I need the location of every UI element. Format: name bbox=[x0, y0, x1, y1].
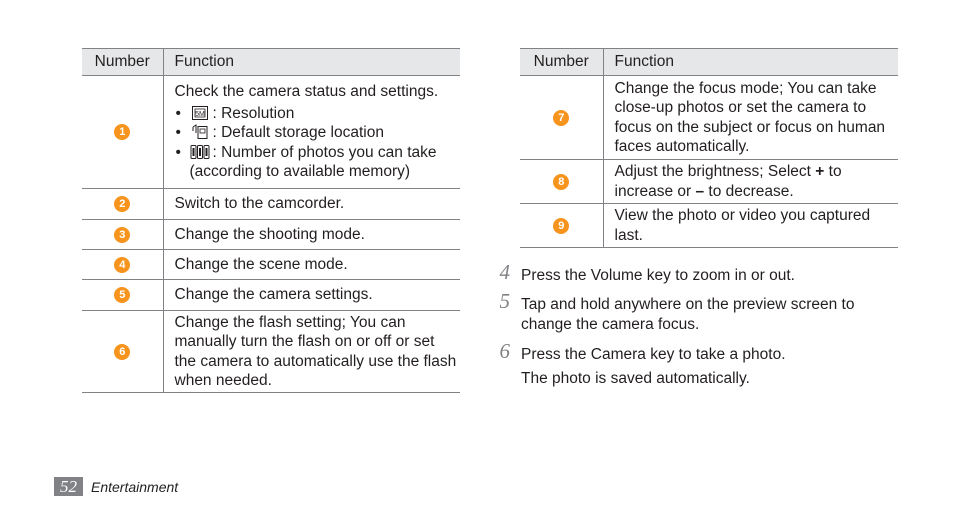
step-item bbox=[492, 339, 892, 389]
table-row bbox=[82, 250, 460, 280]
step-item bbox=[492, 289, 892, 335]
number-badge: 2 bbox=[114, 196, 130, 212]
number-badge: 6 bbox=[114, 344, 130, 360]
row-text: Switch to the camcorder. bbox=[163, 189, 460, 220]
step-item bbox=[492, 260, 892, 286]
number-badge: 1 bbox=[114, 124, 130, 140]
row-text: Change the flash setting; You can manually turn the flash on or off or set the camera to automatically use the flash when needed. bbox=[163, 311, 460, 393]
page-footer bbox=[54, 477, 178, 496]
table-header-row bbox=[520, 49, 898, 76]
row-text: Adjust the brightness; Select + to increase or – to decrease. bbox=[603, 160, 898, 204]
table-row bbox=[520, 160, 898, 204]
svg-text:5M: 5M bbox=[194, 110, 205, 118]
instruction-steps bbox=[492, 260, 892, 389]
table-row bbox=[82, 311, 460, 393]
row-text: Check the camera status and settings. bbox=[174, 83, 439, 101]
right-function-table bbox=[520, 48, 898, 248]
table-row bbox=[520, 204, 898, 248]
table-row bbox=[520, 76, 898, 160]
number-badge: 9 bbox=[553, 218, 569, 234]
step-number: 5 bbox=[499, 289, 510, 313]
step-number: 6 bbox=[499, 339, 510, 363]
table-row bbox=[82, 189, 460, 220]
step-text: Press the Volume key to zoom in or out. bbox=[521, 267, 795, 284]
resolution-icon bbox=[190, 105, 210, 121]
number-badge: 8 bbox=[553, 174, 569, 190]
section-title: Entertainment bbox=[91, 478, 179, 495]
plus-symbol: + bbox=[815, 163, 825, 180]
storage-icon bbox=[190, 124, 210, 140]
row-text: Change the shooting mode. bbox=[163, 220, 460, 250]
table-row bbox=[82, 220, 460, 250]
number-badge: 4 bbox=[114, 257, 130, 273]
table-header-row bbox=[82, 49, 460, 76]
list-item: • : Number of photos you can take (according to available memory) bbox=[175, 143, 437, 181]
table-row bbox=[82, 76, 460, 189]
number-column-header: Number bbox=[520, 49, 603, 76]
row-text: View the photo or video you captured last. bbox=[603, 204, 898, 248]
page-number: 52 bbox=[54, 477, 83, 496]
row-text: Change the focus mode; You can take close-up photos or set the camera to focus on the subject or focus on human faces automatically. bbox=[603, 76, 898, 160]
minus-symbol: – bbox=[695, 182, 705, 200]
row-text: Change the scene mode. bbox=[163, 250, 460, 280]
step-text: Press the Camera key to take a photo. bbox=[521, 346, 786, 363]
number-badge: 3 bbox=[114, 227, 130, 243]
list-item: • 5M : Resolution bbox=[175, 104, 295, 122]
table-row bbox=[82, 280, 460, 311]
number-column-header: Number bbox=[82, 49, 163, 76]
step-text: Tap and hold anywhere on the preview screen to change the camera focus. bbox=[521, 296, 855, 333]
number-badge: 5 bbox=[114, 287, 130, 303]
left-function-table bbox=[82, 48, 460, 393]
number-badge: 7 bbox=[553, 110, 569, 126]
step-note: The photo is saved automatically. bbox=[521, 370, 750, 387]
list-item: • : Default storage location bbox=[175, 124, 384, 142]
status-icon-list bbox=[175, 104, 461, 182]
function-column-header: Function bbox=[603, 49, 898, 76]
step-number: 4 bbox=[499, 260, 510, 284]
row-text: Change the camera settings. bbox=[163, 280, 460, 311]
function-column-header: Function bbox=[163, 49, 460, 76]
photo-count-icon bbox=[190, 144, 210, 160]
